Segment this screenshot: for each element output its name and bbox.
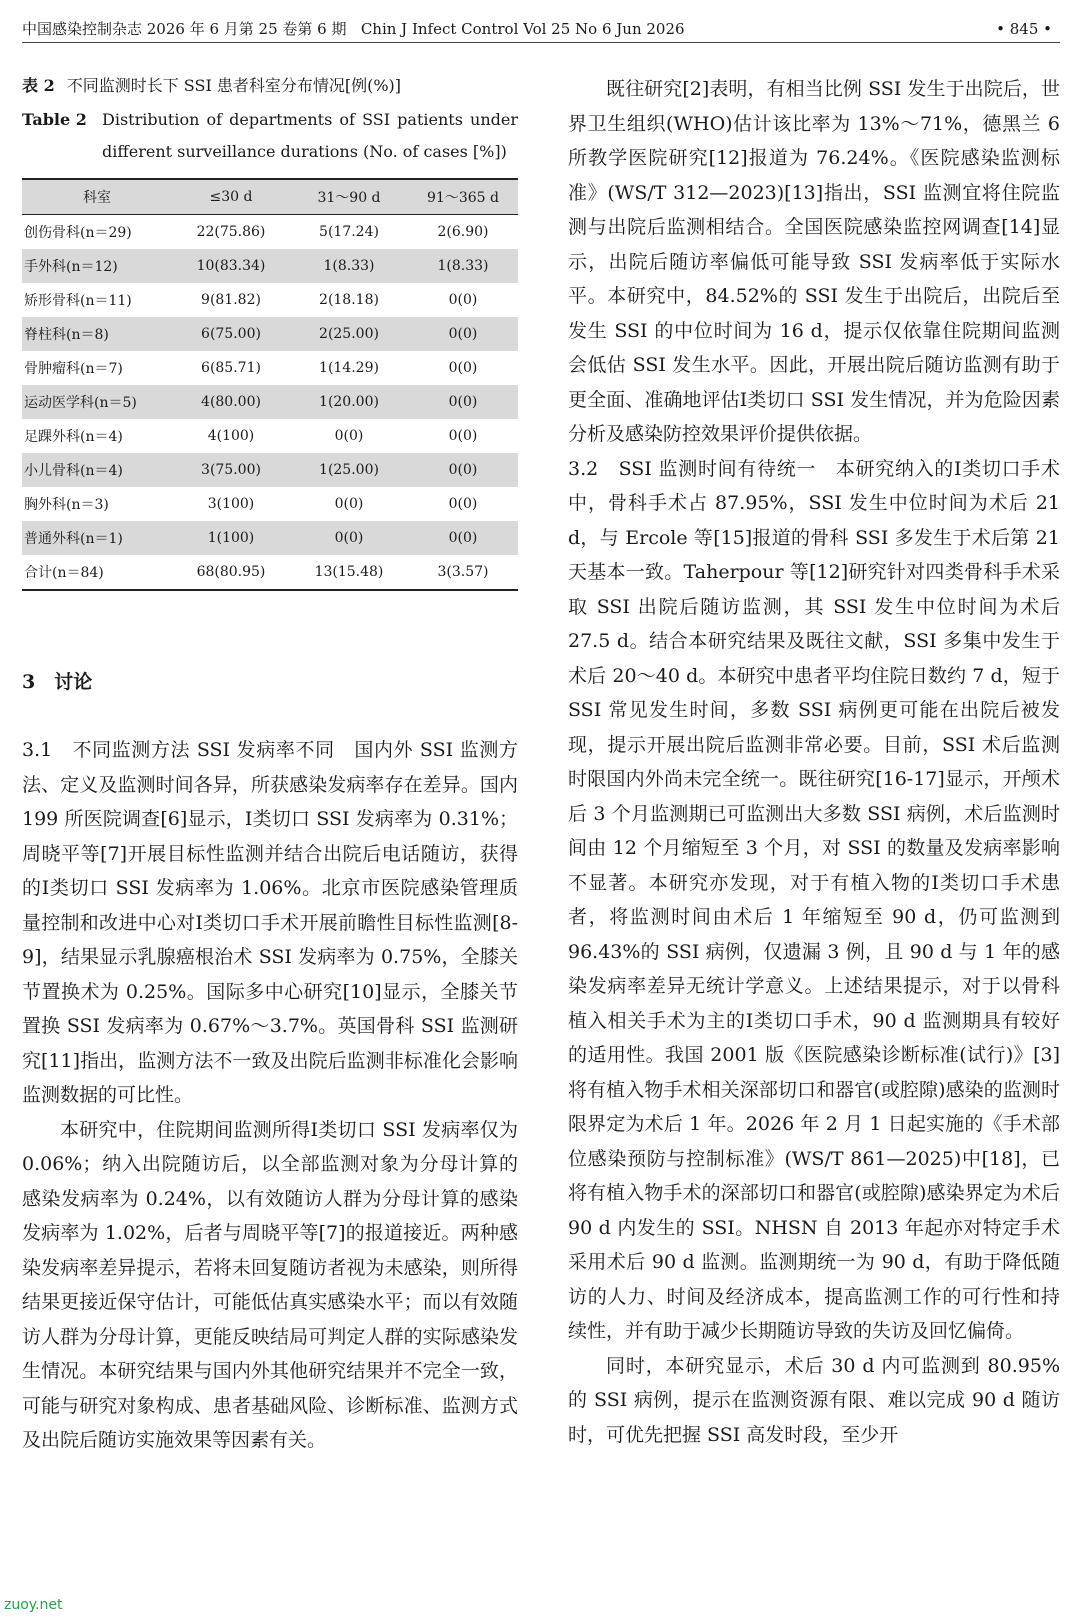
value-365d-cell: 0(0)	[448, 292, 478, 308]
paragraph-right-1: 既往研究[2]表明，有相当比例 SSI 发生于出院后，世界卫生组织(WHO)估计该比率为 13%～71%，德黑兰 6 所教学医院研究[12]报道为 76.24%。《医院感染监测标准》(WS/T 312—2023)[13]指出，SSI 监测宜将住院监测与出院后监测相结合。全国医院感染监控网调查[14]显示，出院后随访率偏低可能导致 SSI 发病率低于实际水平。本研究中，84.52%的 SSI 发生于出院后，出院后至发生 SSI 的中位时间为 16 d，提示仅依靠住院期间监测会低估 SSI 发生水平。因此，开展出院后随访监测有助于更全面、准确地评估Ⅰ类切口 SSI 发生情况，并为危险因素分析及感染防控效果评价提供依据。	[568, 78, 1060, 445]
col-30d: ≤30 d	[172, 179, 290, 215]
value-365d-cell: 0(0)	[408, 453, 518, 487]
paragraph-3-1	[22, 733, 518, 1113]
table-title-cn: 不同监测时长下 SSI 患者科室分布情况[例(%)]	[66, 76, 402, 95]
value-90d-cell: 1(14.29)	[319, 360, 379, 376]
paragraph-3-2	[568, 452, 1060, 1349]
value-90d-cell: 0(0)	[334, 428, 364, 444]
subsection-3-2-title: 3.2 SSI 监测时间有待统一	[568, 457, 836, 480]
journal-cn: 中国感染控制杂志 2026 年 6 月第 25 卷第 6 期	[22, 20, 347, 38]
table-row	[22, 555, 518, 590]
watermark: zuoy.net	[4, 1597, 63, 1613]
value-365d-cell: 0(0)	[408, 317, 518, 351]
subsection-3-1-title: 3.1 不同监测方法 SSI 发病率不同	[22, 739, 355, 761]
value-365d-cell: 0(0)	[448, 496, 478, 512]
value-90d-cell: 1(20.00)	[290, 385, 408, 419]
dept-cell: 骨肿瘤科(n＝7)	[24, 361, 123, 377]
table-header-row	[22, 179, 518, 215]
value-365d-cell: 0(0)	[408, 521, 518, 555]
dept-cell: 手外科(n＝12)	[22, 249, 172, 283]
value-90d-cell: 2(25.00)	[290, 317, 408, 351]
value-90d-cell: 1(8.33)	[290, 249, 408, 283]
value-365d-cell: 3(3.57)	[437, 564, 489, 580]
value-365d-cell: 0(0)	[408, 385, 518, 419]
table-caption-en	[22, 104, 518, 168]
page-number: • 845 •	[996, 20, 1052, 38]
value-365d-cell: 0(0)	[448, 360, 478, 376]
journal-info	[22, 16, 685, 42]
table-label-cn: 表 2	[22, 76, 55, 95]
value-30d-cell: 4(80.00)	[172, 385, 290, 419]
right-column	[568, 72, 1060, 1452]
table-row	[22, 317, 518, 351]
value-90d-cell: 13(15.48)	[314, 564, 384, 580]
left-column	[22, 72, 518, 1458]
table-row	[22, 385, 518, 419]
value-30d-cell: 6(75.00)	[172, 317, 290, 351]
value-90d-cell: 2(18.18)	[319, 292, 379, 308]
dept-cell: 运动医学科(n＝5)	[22, 385, 172, 419]
paragraph-3-1-text: 国内外 SSI 监测方法、定义及监测时间各异，所获感染发病率存在差异。国内 199 所医院调查[6]显示，Ⅰ类切口 SSI 发病率为 0.31%；周晓平等[7]开展目标性监测并结合出院后电话随访，获得的Ⅰ类切口 SSI 发病率为 1.06%。北京市医院感染管理质量控制和改进中心对Ⅰ类切口手术开展前瞻性目标性监测[8-9]，结果显示乳腺癌根治术 SSI 发病率为 0.75%，全膝关节置换术为 0.25%。国际多中心研究[10]显示，全膝关节置换 SSI 发病率为 0.67%～3.7%。英国骨科 SSI 监测研究[11]指出，监测方法不一致及出院后监测非标准化会影响监测数据的可比性。	[22, 739, 518, 1106]
table-row	[22, 283, 518, 317]
dept-cell: 合计(n＝84)	[24, 565, 104, 581]
value-30d-cell: 9(81.82)	[201, 292, 261, 308]
table-row	[22, 351, 518, 385]
value-90d-cell: 0(0)	[290, 521, 408, 555]
table-row	[22, 521, 518, 555]
value-365d-cell: 0(0)	[448, 428, 478, 444]
value-30d-cell: 4(100)	[207, 428, 255, 444]
value-90d-cell: 5(17.24)	[319, 224, 379, 240]
paragraph-3-2-text: 本研究纳入的Ⅰ类切口手术中，骨科手术占 87.95%，SSI 发生中位时间为术后 21 d，与 Ercole 等[15]报道的骨科 SSI 多发生于术后第 21 天基本一致。Taherpour 等[12]研究针对四类骨科手术采取 SSI 出院后随访监测，其 SSI 发生中位时间为术后 27.5 d。结合本研究结果及既往文献，SSI 多集中发生于术后 20～40 d。本研究中患者平均住院日数约 7 d，短于 SSI 常见发生时间，多数 SSI 病例更可能在出院后被发现，提示开展出院后监测非常必要。目前，SSI 术后监测时限国内外尚未完全统一。既往研究[16-17]显示，开颅术后 3 个月监测期已可监测出大多数 SSI 病例，术后监测时间由 12 个月缩短至 3 个月，对 SSI 的数量及发病率影响不显著。本研究亦发现，对于有植入物的Ⅰ类切口手术患者，将监测时间由术后 1 年缩短至 90 d，仍可监测到 96.43%的 SSI 病例，仅遗漏 3 例，且 90 d 与 1 年的感染发病率差异无统计学意义。上述结果提示，对于以骨科植入相关手术为主的Ⅰ类切口手术，90 d 监测期具有较好的适用性。我国 2001 版《医院感染诊断标准(试行)》[3]将有植入物手术相关深部切口和器官(或腔隙)感染的监测时限界定为术后 1 年。2026 年 2 月 1 日起实施的《手术部位感染预防与控制标准》(WS/T 861—2025)中[18]，已将有植入物手术的深部切口和器官(或腔隙)感染界定为术后 90 d 内发生的 SSI。NHSN 自 2013 年起亦对特定手术采用术后 90 d 监测。监测期统一为 90 d，有助于降低随访的人力、时间及经济成本，提高监测工作的可行性和持续性，并有助于减少长期随访导致的失访及回忆偏倚。	[568, 457, 1060, 1342]
dept-cell: 足踝外科(n＝4)	[24, 429, 123, 445]
col-dept: 科室	[22, 179, 172, 215]
table-caption-cn	[22, 72, 518, 100]
table-title-en: Distribution of departments of SSI patients under different surveillance durations (No. of cases [%])	[102, 110, 518, 161]
value-30d-cell: 10(83.34)	[172, 249, 290, 283]
col-90d: 31～90 d	[290, 179, 408, 215]
dept-cell: 脊柱科(n＝8)	[22, 317, 172, 351]
dept-cell: 小儿骨科(n＝4)	[22, 453, 172, 487]
value-30d-cell: 22(75.86)	[196, 224, 266, 240]
dept-cell: 创伤骨科(n＝29)	[24, 225, 132, 241]
running-header	[22, 16, 1060, 43]
dept-cell: 普通外科(n＝1)	[22, 521, 172, 555]
value-30d-cell: 3(100)	[207, 496, 255, 512]
dept-cell: 矫形骨科(n＝11)	[24, 293, 132, 309]
value-90d-cell: 0(0)	[334, 496, 364, 512]
paragraph-3-1-b: 本研究中，住院期间监测所得Ⅰ类切口 SSI 发病率仅为 0.06%；纳入出院随访后，以全部监测对象为分母计算的感染发病率为 0.24%，以有效随访人群为分母计算的感染发病率为 1.02%，后者与周晓平等[7]的报道接近。两种感染发病率差异提示，若将未回复随访者视为未感染，则所得结果更接近保守估计，可能低估真实感染水平；而以有效随访人群为分母计算，更能反映结局可判定人群的实际感染发生情况。本研究结果与国内外其他研究结果并不完全一致，可能与研究对象构成、患者基础风险、诊断标准、监测方式及出院后随访实施效果等因素有关。	[22, 1118, 518, 1451]
table-row	[22, 487, 518, 521]
value-90d-cell: 1(25.00)	[290, 453, 408, 487]
dept-cell: 胸外科(n＝3)	[24, 497, 109, 513]
table-row	[22, 453, 518, 487]
value-30d-cell: 1(100)	[172, 521, 290, 555]
table-row	[22, 249, 518, 283]
value-30d-cell: 6(85.71)	[201, 360, 261, 376]
table-row	[22, 215, 518, 250]
paragraph-right-3: 同时，本研究显示，术后 30 d 内可监测到 80.95%的 SSI 病例，提示在监测资源有限、难以完成 90 d 随访时，可优先把握 SSI 高发时段，至少开	[568, 1354, 1060, 1446]
section-title: 3 讨论	[22, 671, 93, 693]
journal-en: Chin J Infect Control Vol 25 No 6 Jun 2026	[360, 20, 685, 38]
value-365d-cell: 1(8.33)	[408, 249, 518, 283]
department-table	[22, 178, 518, 591]
value-30d-cell: 3(75.00)	[172, 453, 290, 487]
table-row	[22, 419, 518, 453]
table-label-en: Table 2	[22, 110, 87, 129]
value-365d-cell: 2(6.90)	[437, 224, 489, 240]
value-30d-cell: 68(80.95)	[196, 564, 266, 580]
col-365d: 91～365 d	[408, 179, 518, 215]
